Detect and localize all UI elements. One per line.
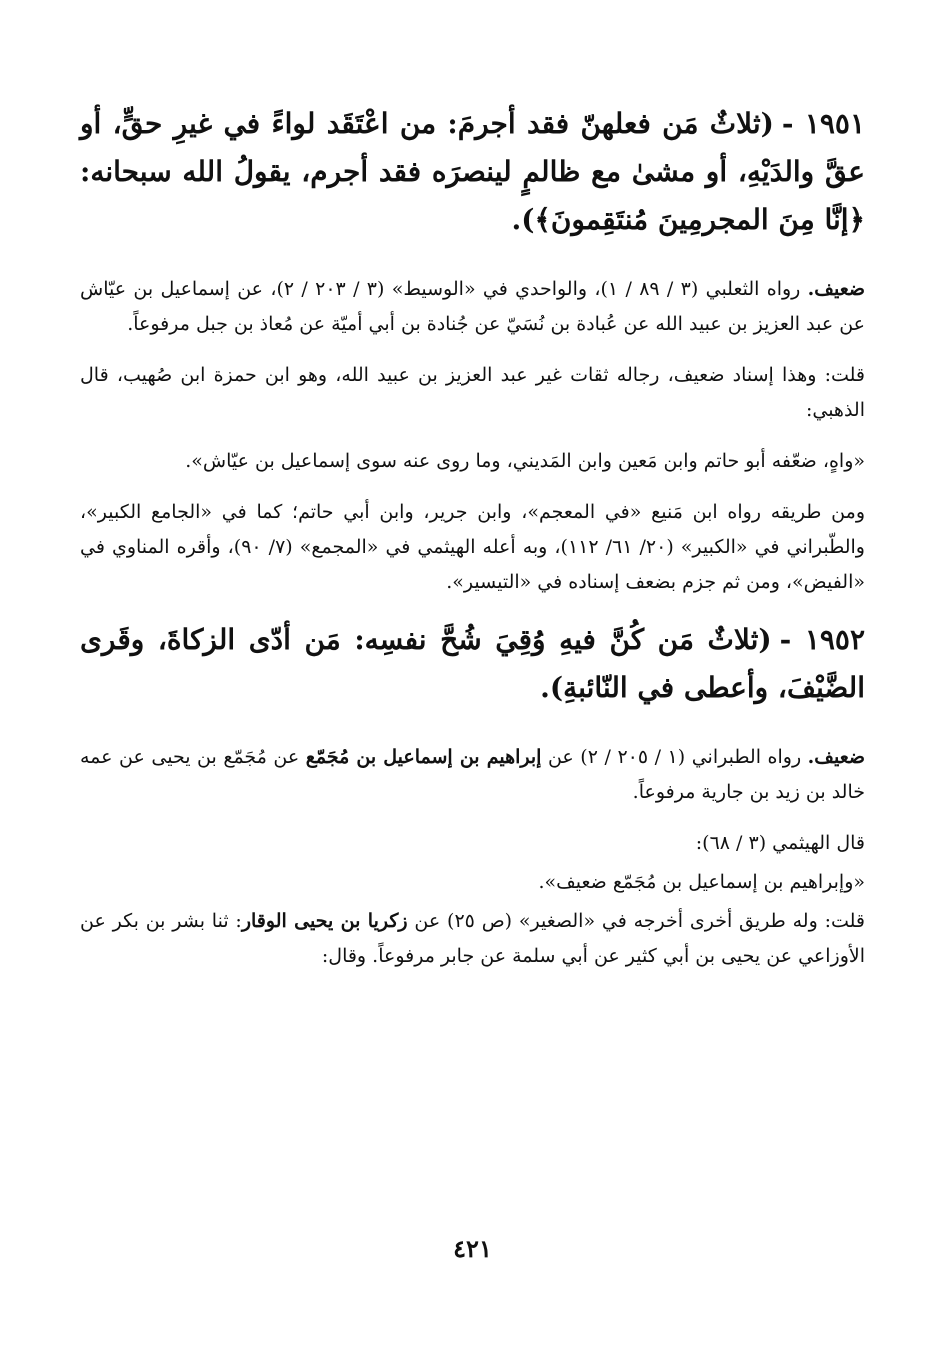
paragraph-text: رواه الطبراني (١ / ٢٠٥ / ٢) عن xyxy=(547,746,802,768)
commentary-paragraph xyxy=(80,272,865,342)
narrator-name: إبراهيم بن إسماعيل بن مُجَمّع xyxy=(305,746,542,768)
hadith-text: (ثلاثٌ مَن فعلهنّ فقد أجرمَ: من اعْتَقَد لواءً في غيرِ حقٍّ، أو عقَّ والدَيْهِ، أو مشىٰ مع ظالمٍ لينصرَه فقد أجرم، يقولُ الله سبحانه: ﴿إنَّا مِنَ المجرمِينَ مُنتَقِمونَ﴾). xyxy=(80,107,865,236)
commentary-paragraph: قلت: وهذا إسناد ضعيف، رجاله ثقات غير عبد العزيز بن عبيد الله، وهو ابن حمزة ابن صُهيب، قال الذهبي: xyxy=(80,364,865,421)
grading-label: ضعيف. xyxy=(807,746,865,768)
page-number: ٤٢١ xyxy=(453,1234,492,1263)
quotation-paragraph: «وإبراهيم بن إسماعيل بن مُجَمّع ضعيف». xyxy=(538,871,865,893)
paragraph-text: : ثنا بشر بن بكر عن الأوزاعي عن يحيى بن أبي كثير عن أبي سلمة عن جابر مرفوعاً. وقال: xyxy=(80,910,865,967)
hadith-number: ١٩٥٢ - xyxy=(779,623,865,656)
page-body xyxy=(80,100,865,990)
paragraph-text: عن مُجَمّع بن يحيى عن عمه خالد بن زيد بن جارية مرفوعاً. xyxy=(80,746,865,803)
commentary-paragraph xyxy=(80,904,865,974)
commentary-paragraph xyxy=(80,740,865,810)
grading-label: ضعيف. xyxy=(807,278,865,300)
hadith-number: ١٩٥١ - xyxy=(781,107,865,140)
paragraph-text: رواه الثعلبي (٣ / ٨٩ / ١)، والواحدي في «الوسيط» (٣ / ٢٠٣ / ٢)، عن إسماعيل بن عيّاش عن عبد العزيز بن عبيد الله عن عُبادة بن نُسَيّ عن جُنادة بن أبي أميّة عن مُعاذ بن جبل مرفوعاً. xyxy=(80,278,865,335)
commentary-paragraph: ومن طريقه رواه ابن مَنيع «في المعجم»، وابن جرير، وابن أبي حاتم؛ كما في «الجامع الكبير»، والطّبراني في «الكبير» (٢٠/ ٦١/ ١١٢)، وبه أعله الهيثمي في «المجمع» (٧/ ٩٠)، وأقره المناوي في «الفيض»، ومن ثم جزم بضعف إسناده في «التيسير». xyxy=(80,501,865,593)
paragraph-text: قلت: وله طريق أخرى أخرجه في «الصغير» (ص ٢٥) عن xyxy=(414,910,866,932)
hadith-1951 xyxy=(80,100,865,244)
hadith-text: (ثلاثٌ مَن كُنَّ فيهِ وُقِيَ شُحَّ نفسِه: مَن أدّى الزكاةَ، وقَرى الضَّيْفَ، وأعطى في النّائبةِ). xyxy=(80,623,865,704)
narrator-name: زكريا بن يحيى الوقار xyxy=(241,910,408,932)
commentary-paragraph: قال الهيثمي (٣ / ٦٨): xyxy=(695,832,865,854)
hadith-1952 xyxy=(80,616,865,712)
quotation-paragraph: «واهٍ، ضعّفه أبو حاتم وابن مَعين وابن المَديني، وما روى عنه سوى إسماعيل بن عيّاش». xyxy=(185,450,865,472)
